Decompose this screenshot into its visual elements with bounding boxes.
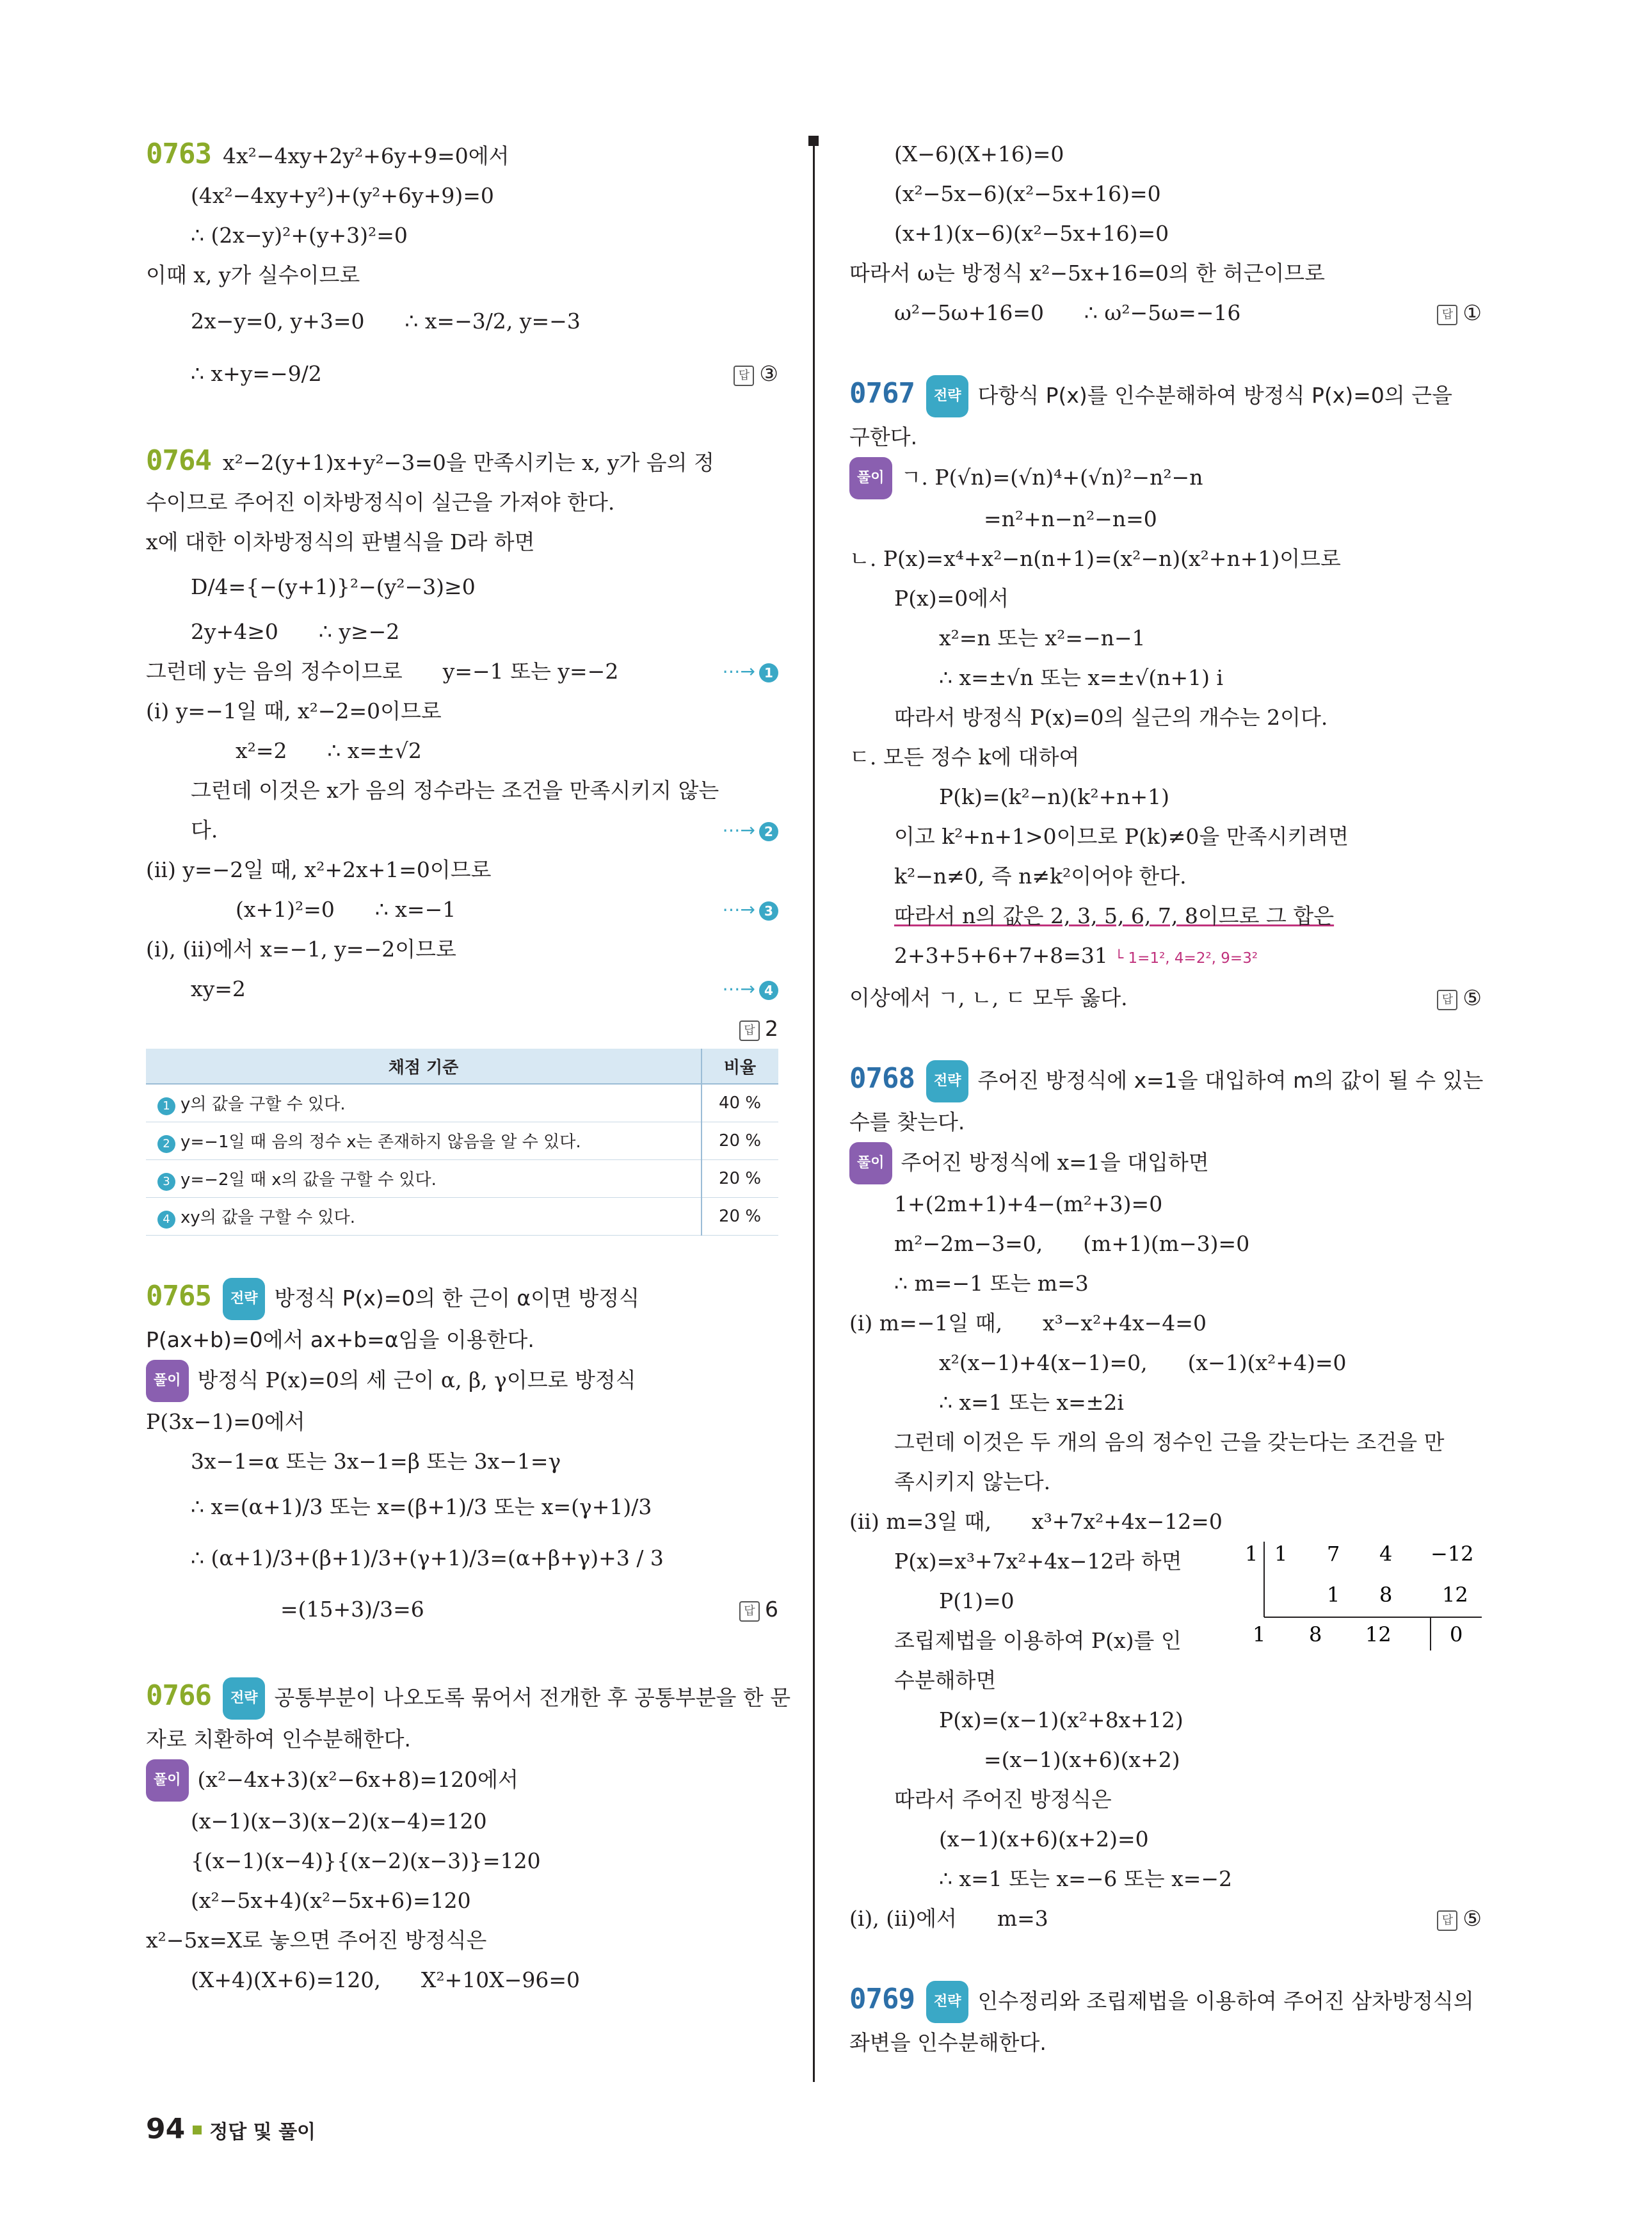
solution-line: 따라서 ω는 방정식 x²−5x+16=0의 한 허근이므로 — [849, 261, 1326, 286]
solution-line: P(3x−1)=0에서 — [146, 1409, 305, 1434]
solution-line: (x²−5x+4)(x²−5x+6)=120 — [191, 1888, 471, 1913]
problem-number: 0766 — [146, 1679, 211, 1712]
solution-line: (ii) m=3일 때, x³+7x²+4x−12=0 — [849, 1509, 1223, 1534]
problem-0765 — [146, 1277, 778, 1635]
solution-line: x²−5x=X로 놓으면 주어진 방정식은 — [146, 1928, 487, 1953]
answer-icon: 답 — [1437, 1910, 1457, 1931]
solution-line: ∴ (2x−y)²+(y+3)²=0 — [191, 223, 408, 248]
step-marker: ⋯→ 1 — [723, 652, 778, 691]
solution-line: =(x−1)(x+6)(x+2) — [984, 1747, 1180, 1772]
answer-icon: 답 — [739, 1601, 760, 1622]
problem-number: 0768 — [849, 1062, 915, 1095]
synthetic-cell: 1 — [1274, 1542, 1288, 1566]
scoring-table — [146, 1049, 778, 1236]
solution-line: 2+3+5+6+7+8=31 — [894, 943, 1108, 968]
solution-line: ∴ x=1 또는 x=±2i — [939, 1390, 1124, 1415]
solution-line: k²−n≠0, 즉 n≠k²이어야 한다. — [894, 864, 1187, 889]
solution-line: (x+1)(x−6)(x²−5x+16)=0 — [894, 221, 1169, 246]
solution-line: (4x²−4xy+y²)+(y²+6y+9)=0 — [191, 183, 494, 208]
solution-line: 조립제법을 이용하여 P(x)를 인 — [894, 1628, 1182, 1653]
solution-line: x²=n 또는 x²=−n−1 — [939, 625, 1146, 650]
solution-line: =(15+3)/3=6 — [280, 1597, 424, 1622]
solution-line: x²−2(y+1)x+y²−3=0을 만족시키는 x, y가 음의 정 — [222, 450, 714, 475]
column-divider — [813, 142, 815, 2082]
solution-line: 이때 x, y가 실수이므로 — [146, 262, 360, 287]
solution-line: =n²+n−n²−n=0 — [984, 506, 1157, 531]
solution-line: (x−1)(x+6)(x+2)=0 — [939, 1827, 1149, 1852]
solution-line: (x²−5x−6)(x²−5x+16)=0 — [894, 181, 1161, 206]
strategy-hint: 주어진 방정식에 x=1을 대입하여 m의 값이 될 수 있는 — [977, 1068, 1484, 1093]
solution-line: 2x−y=0, y+3=0 ∴ x=−3/2, y=−3 — [191, 309, 581, 334]
solution-line: (i) y=−1일 때, x²−2=0이므로 — [146, 698, 442, 723]
strategy-tag: 전략 — [926, 1060, 969, 1102]
solution-line: 이고 k²+n+1>0이므로 P(k)≠0을 만족시키려면 — [894, 824, 1349, 849]
strategy-tag: 전략 — [926, 1981, 969, 2023]
strategy-hint: P(ax+b)=0에서 ax+b=α임을 이용한다. — [146, 1327, 534, 1352]
table-row: 2 y=−1일 때 음의 정수 x는 존재하지 않음을 알 수 있다. 20 % — [146, 1122, 778, 1160]
answer-icon: 답 — [739, 1021, 760, 1041]
problem-0768 — [849, 1059, 1482, 1939]
solution-line: P(x)=x³+7x²+4x−12라 하면 — [894, 1549, 1182, 1574]
solution-line: 따라서 방정식 P(x)=0의 실근의 개수는 2이다. — [894, 705, 1328, 730]
strategy-hint: 수를 찾는다. — [849, 1109, 965, 1134]
synthetic-cell: 1 — [1253, 1622, 1266, 1647]
solution-line: 따라서 주어진 방정식은 — [894, 1787, 1112, 1812]
synthetic-cell: 4 — [1379, 1542, 1393, 1566]
problem-number: 0764 — [146, 444, 211, 477]
solution-line: (x+1)²=0 ∴ x=−1 — [236, 897, 456, 922]
solution-line: ω²−5ω+16=0 ∴ ω²−5ω=−16 — [894, 300, 1241, 325]
solution-line: 다. — [191, 818, 218, 843]
strategy-tag: 전략 — [223, 1278, 266, 1320]
solution-line: ∴ x=1 또는 x=−6 또는 x=−2 — [939, 1866, 1233, 1891]
solution-line: ∴ x=±√n 또는 x=±√(n+1) i — [939, 665, 1224, 690]
strategy-hint: 구한다. — [849, 424, 918, 449]
footer-label: 정답 및 풀이 — [209, 2121, 316, 2143]
solution-line: 족시키지 않는다. — [894, 1469, 1051, 1494]
solution-line: P(x)=0에서 — [894, 586, 1009, 611]
synthetic-cell: 1 — [1327, 1583, 1340, 1607]
synthetic-cell: 12 — [1442, 1583, 1468, 1607]
answer-mark: 답 ⑤ — [1437, 978, 1482, 1018]
footer-square-icon — [193, 2126, 202, 2134]
solution-line: D/4={−(y+1)}²−(y²−3)≥0 — [191, 574, 476, 599]
answer-mark: 답 6 — [739, 1584, 778, 1635]
table-row: 1 y의 값을 구할 수 있다. 40 % — [146, 1084, 778, 1122]
strategy-tag: 전략 — [223, 1677, 266, 1720]
solution-line: P(k)=(k²−n)(k²+n+1) — [939, 784, 1170, 809]
problem-number: 0763 — [146, 138, 211, 170]
table-row: 3 y=−2일 때 x의 값을 구할 수 있다. 20 % — [146, 1160, 778, 1198]
solution-line: xy=2 — [191, 976, 246, 1001]
solution-tag: 풀이 — [849, 457, 892, 499]
solution-line: 따라서 n의 값은 2, 3, 5, 6, 7, 8이므로 그 합은 — [894, 903, 1335, 928]
solution-line: m²−2m−3=0, (m+1)(m−3)=0 — [894, 1231, 1250, 1256]
solution-line: 1+(2m+1)+4−(m²+3)=0 — [894, 1191, 1163, 1216]
step-marker: ⋯→ 3 — [723, 890, 778, 930]
solution-line: (X−6)(X+16)=0 — [894, 141, 1064, 166]
answer-mark: 답 ③ — [734, 348, 778, 400]
solution-line: P(1)=0 — [939, 1588, 1014, 1613]
solution-line: ㄷ. 모든 정수 k에 대하여 — [849, 745, 1080, 770]
solution-line: 수이므로 주어진 이차방정식이 실근을 가져야 한다. — [146, 490, 615, 515]
synthetic-cell: 7 — [1327, 1542, 1340, 1566]
strategy-hint: 좌변을 인수분해한다. — [849, 2030, 1047, 2055]
table-header: 비율 — [702, 1049, 778, 1084]
solution-line: (i) m=−1일 때, x³−x²+4x−4=0 — [849, 1311, 1207, 1335]
table-header: 채점 기준 — [146, 1049, 702, 1084]
page-number: 94 — [146, 2113, 186, 2145]
step-marker: ⋯→ 4 — [723, 969, 778, 1009]
step-marker: ⋯→ 2 — [723, 811, 778, 850]
problem-0769 — [849, 1980, 1482, 2063]
solution-line: ∴ (α+1)/3+(β+1)/3+(γ+1)/3=(α+β+γ)+3 / 3 — [191, 1545, 664, 1570]
solution-tag: 풀이 — [849, 1142, 892, 1184]
strategy-hint: 인수정리와 조립제법을 이용하여 주어진 삼차방정식의 — [977, 1989, 1474, 2013]
answer-mark: 답 ⑤ — [1437, 1899, 1482, 1939]
solution-line: ∴ x=(α+1)/3 또는 x=(β+1)/3 또는 x=(γ+1)/3 — [191, 1494, 652, 1519]
solution-line: 그런데 이것은 두 개의 음의 정수인 근을 갖는다는 조건을 만 — [894, 1430, 1445, 1455]
solution-line: (x²−4x+3)(x²−6x+8)=120에서 — [197, 1767, 518, 1792]
solution-line: (X+4)(X+6)=120, X²+10X−96=0 — [191, 1967, 580, 1992]
problem-0766 — [146, 1676, 791, 2000]
problem-0764 — [146, 441, 778, 1236]
left-column — [146, 134, 791, 2000]
synthetic-root: 1 — [1245, 1542, 1258, 1566]
problem-number: 0769 — [849, 1983, 915, 2015]
synthetic-cell: 0 — [1450, 1622, 1463, 1647]
problem-number: 0767 — [849, 377, 915, 410]
solution-line: x²=2 ∴ x=±√2 — [236, 738, 422, 763]
solution-tag: 풀이 — [146, 1360, 189, 1402]
synthetic-division — [1239, 1535, 1482, 1657]
solution-line: ∴ x+y=−9/2 — [191, 361, 322, 386]
solution-line: 방정식 P(x)=0의 세 근이 α, β, γ이므로 방정식 — [197, 1368, 636, 1392]
strategy-tag: 전략 — [926, 375, 969, 417]
strategy-hint: 다항식 P(x)를 인수분해하여 방정식 P(x)=0의 근을 — [977, 383, 1452, 408]
solution-line: ∴ m=−1 또는 m=3 — [894, 1271, 1089, 1296]
solution-line: (i), (ii)에서 x=−1, y=−2이므로 — [146, 937, 456, 962]
solution-line: {(x−1)(x−4)}{(x−2)(x−3)}=120 — [191, 1848, 541, 1873]
solution-line: 4x²−4xy+2y²+6y+9=0에서 — [222, 143, 509, 168]
synthetic-cell: −12 — [1431, 1542, 1474, 1566]
synthetic-cell: 12 — [1365, 1622, 1391, 1647]
solution-line: (x−1)(x−3)(x−2)(x−4)=120 — [191, 1809, 487, 1834]
solution-line: (i), (ii)에서 m=3 — [849, 1906, 1048, 1931]
answer-mark: 답 ① — [1437, 293, 1482, 333]
solution-line: 수분해하면 — [894, 1668, 997, 1693]
page-footer — [146, 2113, 316, 2145]
answer-icon: 답 — [734, 366, 754, 386]
solution-line: x²(x−1)+4(x−1)=0, (x−1)(x²+4)=0 — [939, 1350, 1347, 1375]
solution-line: (ii) y=−2일 때, x²+2x+1=0이므로 — [146, 857, 492, 882]
table-row: 4 xy의 값을 구할 수 있다. 20 % — [146, 1198, 778, 1236]
problem-0767 — [849, 374, 1482, 1018]
solution-line: 2y+4≥0 ∴ y≥−2 — [191, 619, 400, 644]
solution-line: ㄴ. P(x)=x⁴+x²−n(n+1)=(x²−n)(x²+n+1)이므로 — [849, 546, 1341, 571]
solution-line: P(x)=(x−1)(x²+8x+12) — [939, 1707, 1183, 1732]
strategy-hint: 자로 치환하여 인수분해한다. — [146, 1727, 412, 1752]
solution-line: 그런데 이것은 x가 음의 정수라는 조건을 만족시키지 않는 — [191, 778, 719, 803]
answer-icon: 답 — [1437, 990, 1457, 1010]
solution-line: 그런데 y는 음의 정수이므로 y=−1 또는 y=−2 — [146, 659, 619, 684]
problem-number: 0765 — [146, 1280, 211, 1312]
strategy-hint: 공통부분이 나오도록 묶어서 전개한 후 공통부분을 한 문 — [274, 1685, 791, 1710]
solution-line: 주어진 방정식에 x=1을 대입하면 — [901, 1150, 1209, 1175]
synthetic-cell: 8 — [1309, 1622, 1322, 1647]
problem-0763 — [146, 134, 778, 400]
problem-0766-continued — [849, 134, 1482, 333]
solution-line: x에 대한 이차방정식의 판별식을 D라 하면 — [146, 529, 535, 554]
synthetic-cell: 8 — [1379, 1583, 1393, 1607]
strategy-hint: 방정식 P(x)=0의 한 근이 α이면 방정식 — [274, 1286, 640, 1311]
right-column — [849, 134, 1482, 2063]
solution-line: 이상에서 ㄱ, ㄴ, ㄷ 모두 옳다. — [849, 985, 1128, 1010]
side-note: └ 1=1², 4=2², 9=3² — [1114, 950, 1258, 967]
solution-tag: 풀이 — [146, 1759, 189, 1802]
answer-mark: 답 2 — [739, 1009, 778, 1049]
solution-line: 3x−1=α 또는 3x−1=β 또는 3x−1=γ — [191, 1449, 561, 1474]
answer-icon: 답 — [1437, 305, 1457, 325]
solution-line: ㄱ. P(√n)=(√n)⁴+(√n)²−n²−n — [901, 465, 1203, 490]
